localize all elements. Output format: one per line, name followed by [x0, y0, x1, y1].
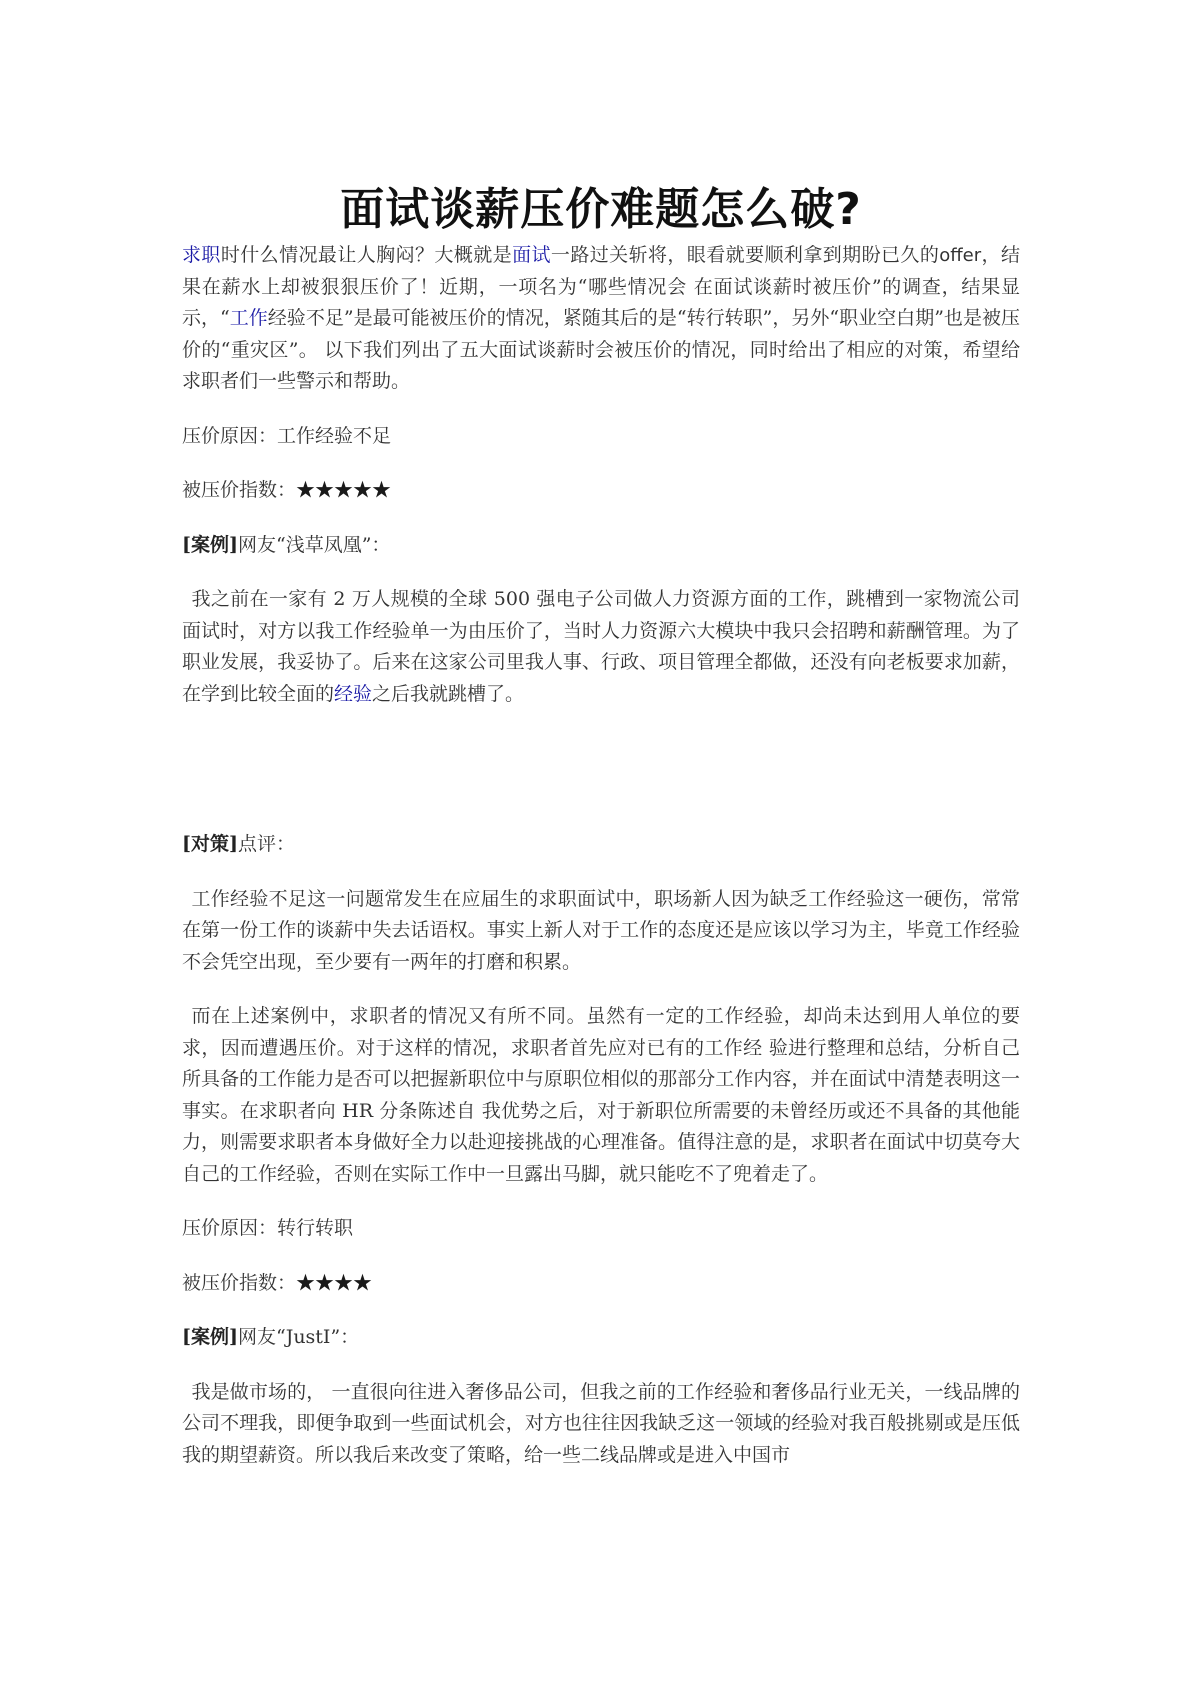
section1-index [182, 475, 1020, 507]
section1-strategy-heading [182, 829, 1020, 861]
section2-case-tag: [案例] [182, 1326, 238, 1348]
link-mianshi[interactable]: 面试 [512, 244, 551, 266]
section2-case-heading [182, 1322, 1020, 1354]
intro-text-3: ，结果在薪水上却被狠狠压价了！近期，一项名为“哪些情况会 在面试谈薪时被压价”的调查，结果显示，“ [182, 244, 1020, 329]
section1-strategy-tag: [对策] [182, 833, 238, 855]
section2-reason: 压价原因：转行转职 [182, 1217, 354, 1239]
section1-index-stars: ★★★★★ [296, 479, 392, 501]
link-jingyan[interactable]: 经验 [334, 682, 373, 705]
section2-case-text: 我是做市场的， 一直很向往进入奢侈品公司，但我之前的工作经验和奢侈品行业无关，一线品牌的公司不理我，即便争取到一些面试机会，对方也往往因我缺乏这一领域的经验对我百般挑剔或是压低我的期望薪资。所以我后来改变了策略，给一些二线品牌或是进入中国市 [182, 1380, 1020, 1466]
section1-strategy-paragraph-1: 工作经验不足这一问题常发生在应届生的求职面试中，职场新人因为缺乏工作经验这一硬伤，常常在第一份工作的谈薪中失去话语权。事实上新人对于工作的态度还是应该以学习为主，毕竟工作经验不会凭空出现，至少要有一两年的打磨和积累。 [182, 887, 1020, 973]
section1-strategy-paragraph-2: 而在上述案例中，求职者的情况又有所不同。虽然有一定的工作经验，却尚未达到用人单位的要求，因而遭遇压价。对于这样的情况，求职者首先应对已有的工作经 验进行整理和总结，分析自己所具备的工作能力是否可以把握新职位中与原职位相似的那部分工作内容，并在面试中清楚表明这一事实。在求职者向 HR 分条陈述自 我优势之后，对于新职位所需要的未曾经历或还不具备的其他能力，则需要求职者本身做好全力以赴迎接挑战的心理准备。值得注意的是，求职者在面试中切莫夸大 自己的工作经验，否则在实际工作中一旦露出马脚，就只能吃不了兜着走了。 [182, 1005, 1020, 1185]
section1-case-tag: [案例] [182, 533, 238, 556]
section2-case-label: 网友“JustI”： [237, 1326, 360, 1348]
intro-text-1: 时什么情况最让人胸闷？大概就是 [220, 244, 513, 266]
section1-case-label: 网友“浅草凤凰”： [237, 533, 391, 556]
intro-text-2: 一路过关斩将，眼看就要顺利拿到期盼已久的 [550, 244, 940, 266]
section1-case-text-1: 我之前在一家有 2 万人规模的全球 500 强电子公司做人力资源方面的工作，跳槽到一家物流公司面试时，对方以我工作经验单一为由压价了，当时人力资源六大模块中我只会招聘和薪酬管理。为了职业发展，我妥协了。后来在这家公司里我人事、行政、项目管理全都做，还没有向老板要求加薪，在学到比较全面的 [182, 588, 1020, 705]
intro-offer-word: offer [939, 245, 982, 266]
section-spacer [182, 733, 1020, 829]
intro-paragraph [182, 240, 1020, 398]
section1-case-text-2: 之后我就跳槽了。 [372, 682, 525, 705]
link-gongzuo[interactable]: 工作 [229, 307, 268, 329]
page-title: 面试谈薪压价难题怎么破? [340, 184, 862, 235]
intro-text-4: 经验不足”是最可能被压价的情况，紧随其后的是“转行转职”，另外“职业空白期”也是被压价的“重灾区”。 以下我们列出了五大面试谈薪时会被压价的情况，同时给出了相应的对策，希望给求职者们一些警示和帮助。 [182, 307, 1020, 392]
section1-case-heading [182, 530, 1020, 562]
link-qiuzhi[interactable]: 求职 [182, 244, 221, 266]
section2-index-label: 被压价指数： [182, 1271, 297, 1294]
section1-index-label: 被压价指数： [182, 479, 297, 501]
section2-index-stars: ★★★★ [296, 1271, 373, 1294]
section2-index [182, 1268, 1020, 1300]
section1-case-text [182, 584, 1020, 710]
section1-strategy-label: 点评： [237, 833, 295, 855]
section1-reason: 压价原因：工作经验不足 [182, 424, 392, 447]
